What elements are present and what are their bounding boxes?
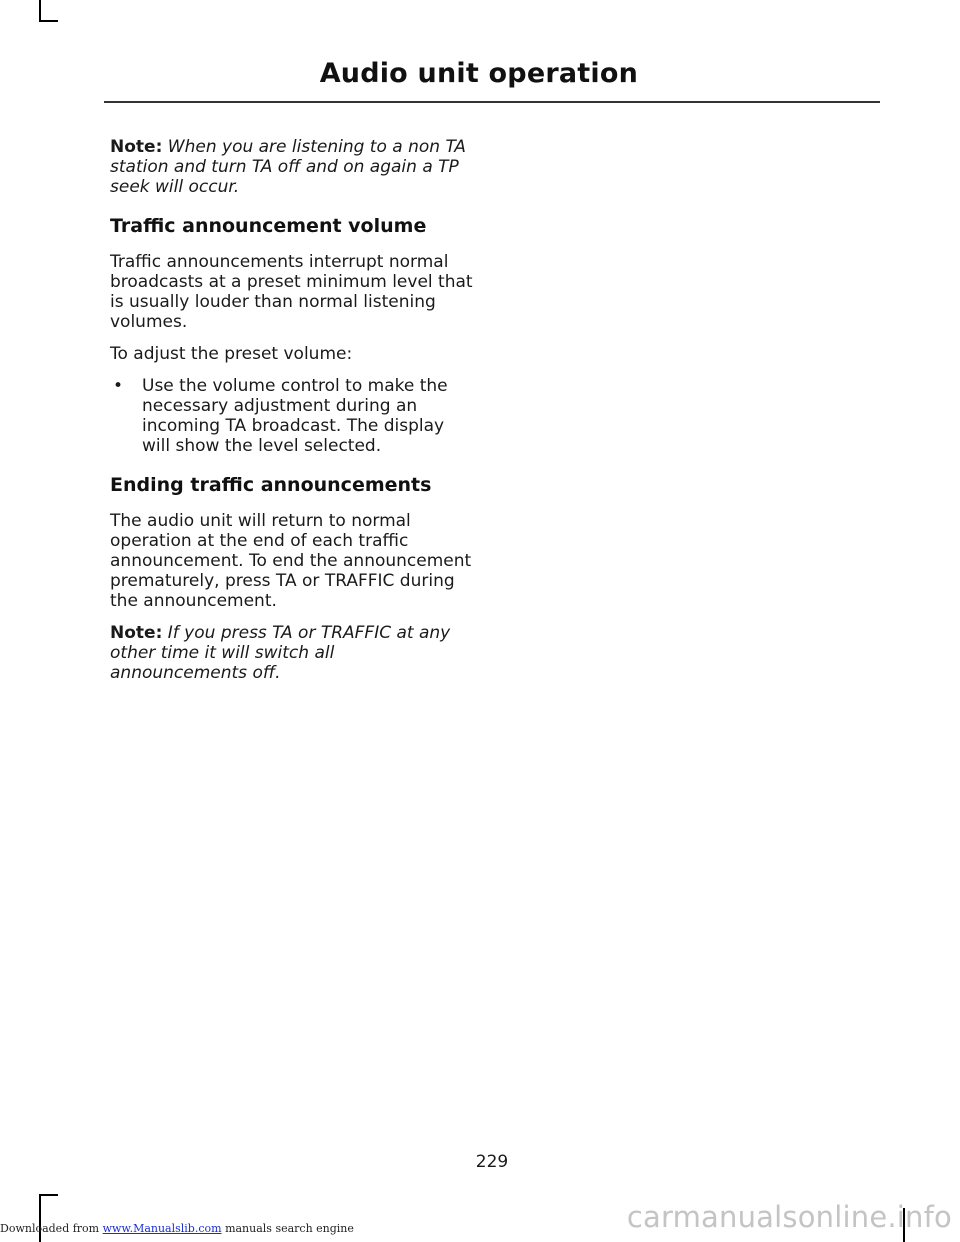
manualslib-link[interactable]: www.Manualslib.com — [102, 1222, 222, 1235]
list-item-text: Use the volume control to make the necessary adjustment during an incoming TA broadcast. The display will show the level selected. — [142, 376, 448, 456]
section-title: Audio unit operation — [319, 58, 638, 89]
crop-mark-top-left-vertical — [39, 0, 41, 22]
bullet-icon: • — [113, 376, 124, 396]
footer-suffix: manuals search engine — [225, 1222, 354, 1235]
footer-prefix: Downloaded from — [0, 1222, 100, 1235]
main-content — [110, 137, 476, 695]
header-rule — [104, 101, 880, 103]
note-text: When you are listening to a non TA station and turn TA off and on again a TP seek will occur. — [110, 137, 466, 197]
note-label: Note: — [110, 623, 163, 643]
crop-mark-bottom-left-horizontal — [39, 1194, 58, 1196]
paragraph-ending-description: The audio unit will return to normal operation at the end of each traffic announcement. To end the announcement prematurely, press TA or TRAFFIC during the announcement. — [110, 511, 472, 611]
paragraph-volume-description: Traffic announcements interrupt normal broadcasts at a preset minimum level that is usually louder than normal listening volumes. — [110, 252, 473, 332]
note-text: If you press TA or TRAFFIC at any other time it will switch all announcements off. — [110, 623, 451, 683]
note-paragraph-2 — [110, 623, 476, 683]
heading-traffic-announcement-volume: Traffic announcement volume — [110, 215, 427, 237]
heading-ending-traffic-announcements: Ending traffic announcements — [110, 474, 432, 496]
note-paragraph-1 — [110, 137, 476, 197]
bullet-list — [110, 376, 476, 456]
watermark: carmanualsonline.info — [626, 1200, 952, 1234]
paragraph-adjust-preset: To adjust the preset volume: — [110, 344, 353, 364]
crop-mark-top-left-horizontal — [39, 20, 58, 22]
page-number: 229 — [475, 1152, 509, 1172]
list-item — [110, 376, 476, 456]
download-footer — [0, 1222, 354, 1235]
note-label: Note: — [110, 137, 163, 157]
